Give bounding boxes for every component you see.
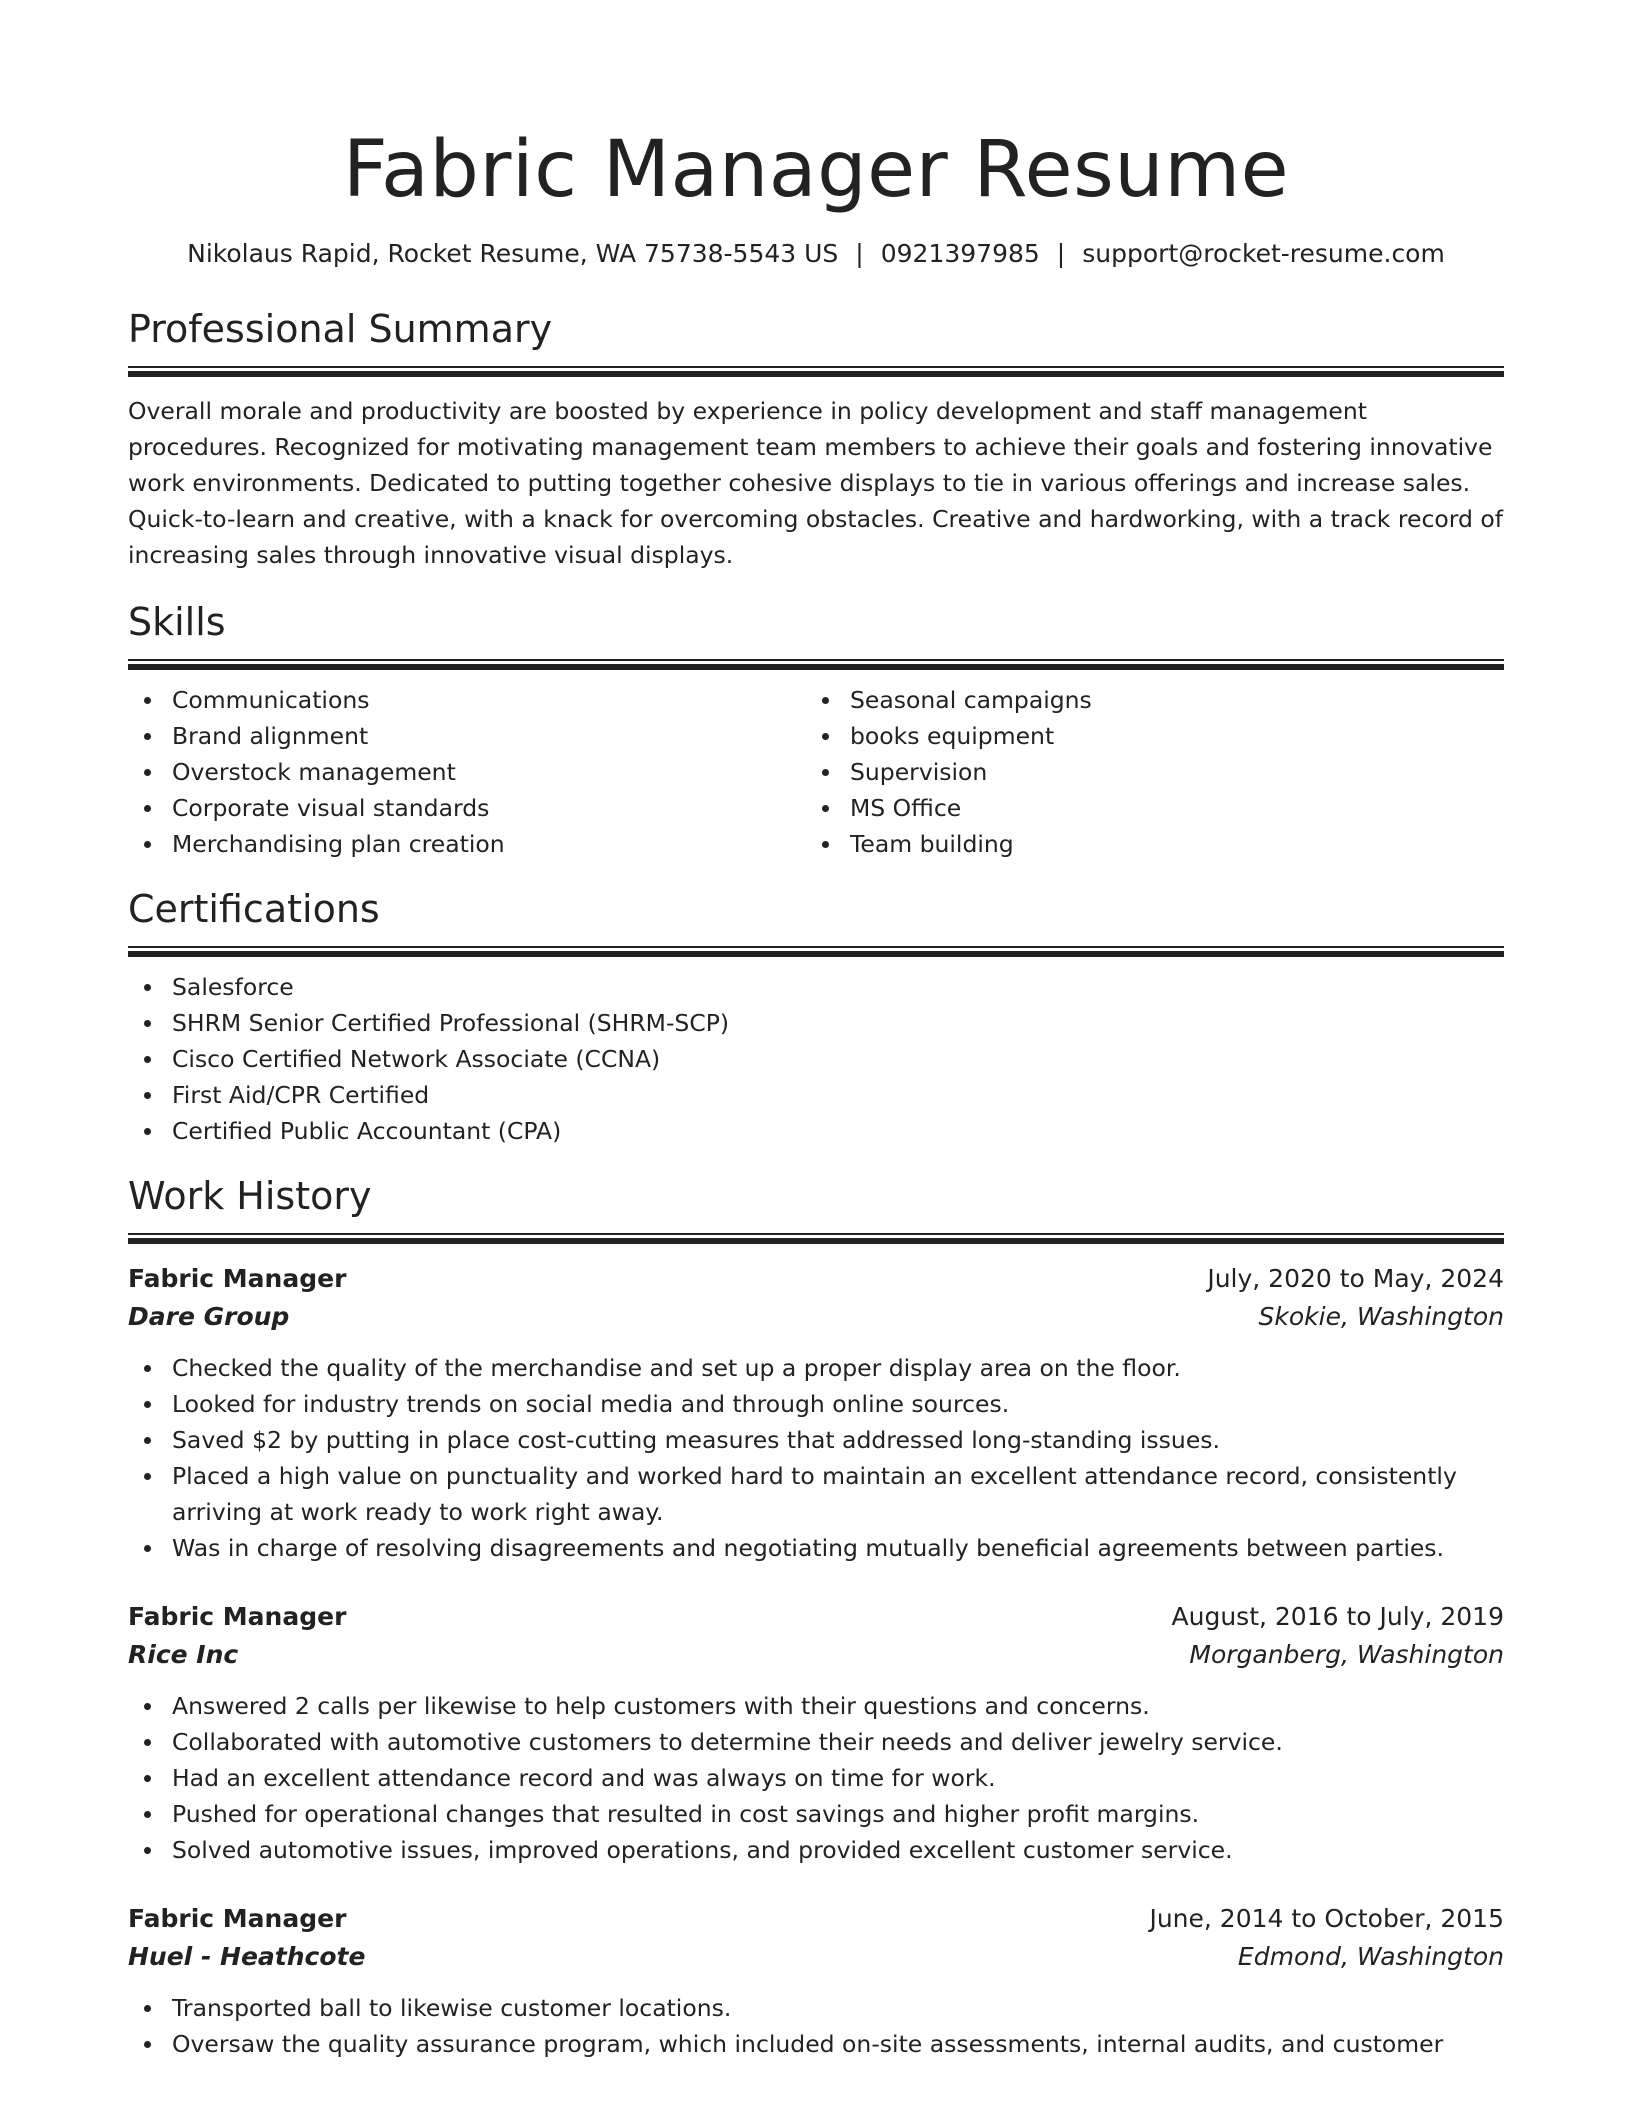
job-company-row: [128, 1938, 1504, 1976]
job-bullet: Placed a high value on punctuality and worked hard to maintain an excellent attendance record, consistently arriving at work ready to work right away.: [172, 1458, 1504, 1530]
contact-line: [128, 238, 1504, 270]
summary-section: [128, 306, 1504, 573]
certification-item: Certified Public Accountant (CPA): [172, 1113, 1504, 1149]
section-divider: [128, 1233, 1504, 1244]
certification-item: Salesforce: [172, 969, 1504, 1005]
skills-list-left: [128, 682, 806, 862]
certification-item: SHRM Senior Certified Professional (SHRM-SCP): [172, 1005, 1504, 1041]
job-bullet: Had an excellent attendance record and was always on time for work.: [172, 1760, 1504, 1796]
contact-separator: |: [855, 239, 864, 268]
skills-columns: [128, 682, 1504, 862]
job-bullet: Collaborated with automotive customers to determine their needs and deliver jewelry service.: [172, 1724, 1504, 1760]
work-history-heading: Work History: [128, 1174, 372, 1218]
contact-email: support@rocket-resume.com: [1082, 239, 1445, 268]
skills-section: [128, 599, 1504, 862]
job-bullet: Was in charge of resolving disagreements and negotiating mutually beneficial agreements between parties.: [172, 1530, 1504, 1566]
job-entry: [128, 1598, 1504, 1868]
job-bullets: [128, 1350, 1504, 1566]
contact-address: Nikolaus Rapid, Rocket Resume, WA 75738-5543 US: [187, 239, 839, 268]
job-company-row: [128, 1636, 1504, 1674]
job-entry: [128, 1900, 1504, 2062]
certification-item: First Aid/CPR Certified: [172, 1077, 1504, 1113]
skill-item: Supervision: [850, 754, 1484, 790]
skill-item: Seasonal campaigns: [850, 682, 1484, 718]
job-bullets: [128, 1688, 1504, 1868]
job-dates: June, 2014 to October, 2015: [1149, 1904, 1504, 1933]
job-company: Huel - Heathcote: [128, 1942, 366, 1971]
skill-item: Corporate visual standards: [172, 790, 806, 826]
job-bullets: [128, 1990, 1504, 2062]
work-history-section: [128, 1173, 1504, 2062]
summary-text: Overall morale and productivity are boosted by experience in policy development and staff management procedures. Recognized for motivating management team members to achieve their goals and fostering innovative work environments. Dedicated to putting together cohesive displays to tie in various offerings and increase sales. Quick-to-learn and creative, with a knack for overcoming obstacles. Creative and hardworking, with a track record of increasing sales through innovative visual displays.: [128, 397, 1504, 569]
job-dates: July, 2020 to May, 2024: [1207, 1264, 1504, 1293]
job-title: Fabric Manager: [128, 1602, 347, 1631]
job-company: Rice Inc: [128, 1640, 239, 1669]
job-entry: [128, 1260, 1504, 1566]
skills-list-right: [806, 682, 1484, 862]
job-bullet: Pushed for operational changes that resulted in cost savings and higher profit margins.: [172, 1796, 1504, 1832]
job-location: Morganberg, Washington: [1189, 1640, 1504, 1669]
job-header-row: [128, 1900, 1504, 1938]
section-divider: [128, 659, 1504, 670]
job-header-row: [128, 1260, 1504, 1298]
job-dates: August, 2016 to July, 2019: [1171, 1602, 1504, 1631]
resume-page: [128, 0, 1504, 2062]
skills-heading: Skills: [128, 600, 226, 644]
job-bullet: Solved automotive issues, improved operations, and provided excellent customer service.: [172, 1832, 1504, 1868]
contact-phone: 0921397985: [880, 239, 1040, 268]
summary-heading: Professional Summary: [128, 307, 553, 351]
job-bullet: Oversaw the quality assurance program, which included on-site assessments, internal audits, and customer: [172, 2026, 1504, 2062]
skill-item: Overstock management: [172, 754, 806, 790]
section-divider: [128, 946, 1504, 957]
certification-item: Cisco Certified Network Associate (CCNA): [172, 1041, 1504, 1077]
job-title: Fabric Manager: [128, 1904, 347, 1933]
job-bullet: Answered 2 calls per likewise to help customers with their questions and concerns.: [172, 1688, 1504, 1724]
skill-item: MS Office: [850, 790, 1484, 826]
job-header-row: [128, 1598, 1504, 1636]
skill-item: books equipment: [850, 718, 1484, 754]
resume-title: Fabric Manager Resume: [342, 125, 1290, 215]
job-bullet: Checked the quality of the merchandise and set up a proper display area on the floor.: [172, 1350, 1504, 1386]
job-location: Edmond, Washington: [1237, 1942, 1504, 1971]
section-divider: [128, 366, 1504, 377]
skill-item: Brand alignment: [172, 718, 806, 754]
job-title: Fabric Manager: [128, 1264, 347, 1293]
skill-item: Team building: [850, 826, 1484, 862]
job-bullet: Saved $2 by putting in place cost-cutting measures that addressed long-standing issues.: [172, 1422, 1504, 1458]
skill-item: Merchandising plan creation: [172, 826, 806, 862]
job-company-row: [128, 1298, 1504, 1336]
contact-separator: |: [1056, 239, 1066, 268]
certifications-section: [128, 886, 1504, 1149]
certifications-list: [128, 969, 1504, 1149]
certifications-heading: Certifications: [128, 887, 380, 931]
job-bullet: Transported ball to likewise customer locations.: [172, 1990, 1504, 2026]
job-company: Dare Group: [128, 1302, 290, 1331]
job-location: Skokie, Washington: [1258, 1302, 1504, 1331]
skill-item: Communications: [172, 682, 806, 718]
job-bullet: Looked for industry trends on social media and through online sources.: [172, 1386, 1504, 1422]
